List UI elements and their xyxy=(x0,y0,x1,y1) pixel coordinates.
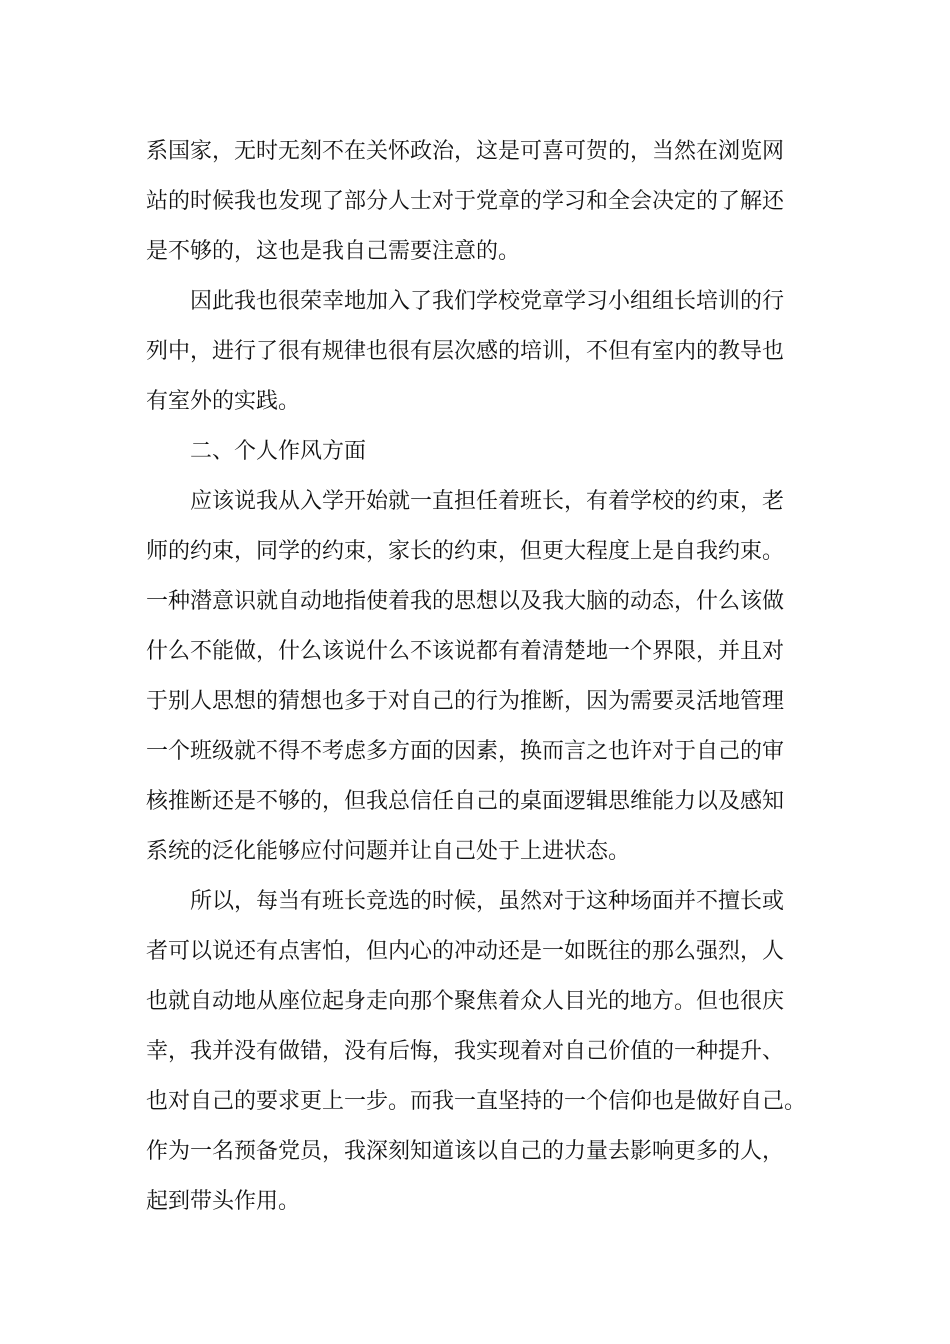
text-line: 于别人思想的猜想也多于对自己的行为推断，因为需要灵活地管理 xyxy=(146,689,785,714)
document-body xyxy=(146,132,816,1232)
text-line: 系国家，无时无刻不在关怀政治，这是可喜可贺的，当然在浏览网 xyxy=(146,139,785,164)
text-line: 幸，我并没有做错，没有后悔，我实现着对自己价值的一种提升、 xyxy=(146,1039,785,1064)
text-line: 作为一名预备党员，我深刻知道该以自己的力量去影响更多的人， xyxy=(146,1139,785,1164)
text-line: 什么不能做，什么该说什么不该说都有着清楚地一个界限，并且对 xyxy=(146,639,785,664)
text-line: 应该说我从入学开始就一直担任着班长，有着学校的约束，老 xyxy=(190,489,785,514)
text-line: 也就自动地从座位起身走向那个聚焦着众人目光的地方。但也很庆 xyxy=(146,989,785,1014)
text-line: 一个班级就不得不考虑多方面的因素，换而言之也许对于自己的审 xyxy=(146,739,785,764)
text-line: 起到带头作用。 xyxy=(146,1189,301,1214)
text-line: 所以，每当有班长竞选的时候，虽然对于这种场面并不擅长或 xyxy=(190,889,785,914)
text-line: 一种潜意识就自动地指使着我的思想以及我大脑的动态，什么该做 xyxy=(146,589,785,614)
text-line: 者可以说还有点害怕，但内心的冲动还是一如既往的那么强烈，人 xyxy=(146,939,785,964)
text-line: 也对自己的要求更上一步。而我一直坚持的一个信仰也是做好自己。 xyxy=(146,1089,807,1114)
text-line: 核推断还是不够的，但我总信任自己的桌面逻辑思维能力以及感知 xyxy=(146,789,785,814)
text-line: 师的约束，同学的约束，家长的约束，但更大程度上是自我约束。 xyxy=(146,539,785,564)
text-line: 系统的泛化能够应付问题并让自己处于上进状态。 xyxy=(146,839,631,864)
text-line: 有室外的实践。 xyxy=(146,389,301,414)
text-line: 站的时候我也发现了部分人士对于党章的学习和全会决定的了解还 xyxy=(146,189,785,214)
text-line: 因此我也很荣幸地加入了我们学校党章学习小组组长培训的行 xyxy=(190,289,785,314)
text-line: 二、个人作风方面 xyxy=(190,439,367,464)
text-line: 是不够的，这也是我自己需要注意的。 xyxy=(146,239,521,264)
text-line: 列中，进行了很有规律也很有层次感的培训，不但有室内的教导也 xyxy=(146,339,785,364)
